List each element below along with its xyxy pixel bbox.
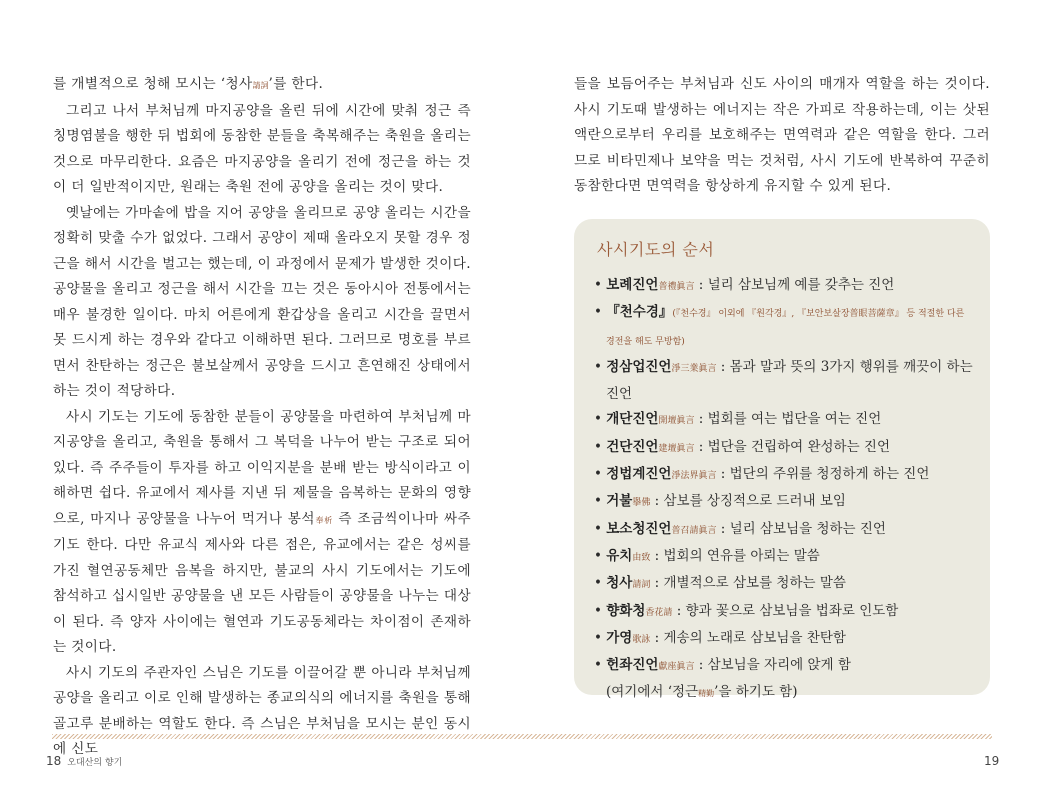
box-title: 사시기도의 순서: [597, 240, 715, 259]
hanja-gloss: 普禮眞言: [658, 282, 695, 292]
item-name: 거불: [606, 493, 633, 510]
paragraph-text: 즉 조금씩이나마 싸주기도 한다. 다만 유교식 제사와 다른 점은, 유교에서는 같은 성씨를 가진 혈연공동체만 음복을 하지만, 불교의 사시 기도에서는 기도에 참석하고 십시일반 공양물을 낸 모든 사람들이 공양물을 나누는 대상이 된다. 즉 양자 사이에는 혈연과 기도공동체라는 차이점이 존재하는 것이다.: [53, 510, 471, 655]
procedure-item: • 거불擧佛 : 삼보를 상징적으로 드러내 보임: [594, 493, 846, 510]
item-description: : 향과 꽃으로 삼보님을 법좌로 인도함: [672, 602, 899, 619]
hanja-gloss: 精勤: [698, 689, 715, 699]
left-page-body: [53, 72, 471, 763]
paragraph-text: 들을 보듬어주는 부처님과 신도 사이의 매개자 역할을 하는 것이다. 사시 기도때 발생하는 에너지는 작은 가피로 작용하는데, 이는 삿된 액란으로부터 우리를 보호해주는 면역력과 같은 역할을 한다. 그러므로 비타민제나 보약을 먹는 것처럼, 사시 기도에 반복하여 꾸준히 동참한다면 면역력을 항상하게 유지할 수 있게 된다.: [574, 76, 990, 194]
note-text: ’을 하기도 함): [714, 684, 798, 701]
procedure-item: • 보소청진언普召請眞言 : 널리 삼보님을 청하는 진언: [594, 520, 886, 537]
item-description: : 널리 삼보님을 청하는 진언: [716, 520, 886, 537]
procedure-item: • 정삼업진언淨三業眞言 : 몸과 말과 뜻의 3가지 행위를 깨끗이 하는 진언: [594, 358, 973, 403]
hanja-gloss: 淨法界眞言: [671, 471, 717, 482]
item-description: : 법단을 건립하여 완성하는 진언: [694, 438, 890, 455]
hanja-gloss: 香花請: [645, 607, 673, 618]
body-paragraph: [53, 201, 471, 405]
procedure-item: • 헌좌진언獻座眞言 : 삼보님을 자리에 앉게 함: [594, 657, 851, 674]
item-name: 개단진언: [606, 411, 659, 428]
item-name: 정법계진언: [606, 466, 672, 483]
item-name: 정삼업진언: [606, 358, 672, 375]
procedure-item: • 건단진언建壇眞言 : 법단을 건립하여 완성하는 진언: [594, 438, 890, 455]
hanja-gloss: 由致: [632, 552, 651, 563]
paragraph-text: 사시 기도의 주관자인 스님은 기도를 이끌어갈 뿐 아니라 부처님께 공양을 올리고 이로 인해 발생하는 종교의식의 에너지를 축원을 통해 골고루 분배하는 역할도 한다. 즉 스님은 부처님을 모시는 분인 동시에 신도: [53, 664, 471, 757]
procedure-item: • 유치由致 : 법회의 연유를 아뢰는 말씀: [594, 547, 820, 564]
item-name: 청사: [606, 575, 633, 592]
item-name: 건단진언: [606, 438, 659, 455]
hanja-gloss: 奉析: [314, 515, 333, 525]
paragraph-text: ’를 한다.: [268, 76, 324, 92]
item-name: 향화청: [606, 602, 646, 619]
footer-rule: [52, 734, 992, 739]
item-name: 보례진언: [606, 277, 659, 293]
page-number-right: 19: [984, 754, 1000, 768]
procedure-item: • 청사請詞 : 개별적으로 삼보를 청하는 말씀: [594, 575, 846, 592]
procedure-list: [594, 273, 974, 707]
procedure-item: • 보례진언普禮眞言 : 널리 삼보님께 예를 갖추는 진언: [594, 277, 895, 293]
paragraph-text: 사시 기도는 기도에 동참한 분들이 공양물을 마련하여 부처님께 마지공양을 올리고, 축원을 통해서 그 복덕을 나누어 받는 구조로 되어 있다. 즉 주주들이 투자를 하고 이익지분을 분배 받는 방식이라고 이해하면 쉽다. 유교에서 제사를 지낸 뒤 제물을 음복하는 문화의 영향으로, 마지나 공양물을 나누어 먹거나 봉석: [53, 408, 471, 527]
hanja-gloss: 開壇眞言: [658, 416, 695, 427]
right-page-body: [574, 72, 990, 200]
procedure-item: • 정법계진언淨法界眞言 : 법단의 주위를 청정하게 하는 진언: [594, 466, 930, 483]
item-description: : 삼보를 상징적으로 드러내 보임: [650, 493, 846, 510]
item-name: 헌좌진언: [606, 657, 659, 674]
paragraph-text: 그리고 나서 부처님께 마지공양을 올린 뒤에 시간에 맞춰 정근 즉 칭명염불을 행한 뒤 법회에 동참한 분들을 축복해주는 축원을 올리는 것으로 마무리한다. 요즘은 마지공양을 올리기 전에 정근을 하는 것이 더 일반적이지만, 원래는 축원 전에 공양을 올리는 것이 맞다.: [53, 102, 471, 195]
body-paragraph: [574, 72, 990, 200]
item-name: 가영: [606, 629, 633, 646]
hanja-gloss: 建壇眞言: [658, 443, 695, 454]
body-paragraph: [53, 405, 471, 661]
paragraph-text: 를 개별적으로 청해 모시는 ‘청사: [53, 76, 253, 92]
body-paragraph: [53, 72, 471, 99]
item-description: : 게송의 노래로 삼보님을 찬탄함: [650, 629, 846, 646]
hanja-gloss: 普召請眞言: [671, 525, 717, 536]
hanja-gloss: 淨三業眞言: [671, 363, 717, 374]
procedure-item: • 가영歌詠 : 게송의 노래로 삼보님을 찬탄함: [594, 629, 846, 646]
body-paragraph: [53, 99, 471, 201]
page-number-left: 18: [46, 754, 62, 768]
item-description: : 몸과 말과 뜻의 3가지 행위를 깨끗이 하는 진언: [606, 358, 973, 403]
item-name: 유치: [606, 547, 633, 564]
hanja-gloss: (『천수경』 이외에 『원각경』, 『보안보살장普眼菩薩章』 등 적절한 다른 경전을 해도 무방함): [606, 309, 965, 347]
item-description: : 개별적으로 삼보를 청하는 말씀: [650, 575, 846, 592]
procedure-item: • 향화청香花請 : 향과 꽃으로 삼보님을 법좌로 인도함: [594, 602, 899, 619]
item-description: : 삼보님을 자리에 앉게 함: [694, 657, 851, 674]
body-paragraph: [53, 661, 471, 763]
item-description: : 법회를 여는 법단을 여는 진언: [694, 411, 882, 428]
hanja-gloss: 請詞: [632, 580, 651, 591]
hanja-gloss: 歌詠: [632, 634, 651, 645]
note-text: (여기에서 ‘정근: [606, 684, 699, 701]
right-folio: [984, 754, 999, 768]
running-title: 오대산의 향기: [67, 758, 123, 768]
left-folio: [46, 754, 122, 768]
paragraph-text: 옛날에는 가마솥에 밥을 지어 공양을 올리므로 공양 올리는 시간을 정확히 맞출 수가 없었다. 그래서 공양이 제때 올라오지 못할 경우 정근을 해서 시간을 벌고는 했는데, 이 과정에서 문제가 발생한 것이다. 공양물을 올리고 정근을 해서 시간을 끄는 것은 동아시아 전통에서는 매우 불경한 일이다. 마치 어른에게 환갑상을 올리고 시간을 끌면서 못 드시게 하는 경우와 같다고 이해하면 된다. 그러므로 명호를 부르면서 찬탄하는 정근은 불보살께서 공양을 드시고 흔연해진 상태에서 하는 것이 적당하다.: [53, 204, 471, 399]
procedure-item: • 개단진언開壇眞言 : 법회를 여는 법단을 여는 진언: [594, 411, 882, 428]
sidebar-box: [574, 219, 990, 701]
hanja-gloss: 擧佛: [632, 498, 651, 509]
item-name: 보소청진언: [606, 520, 672, 537]
procedure-item: • 『천수경』(『천수경』 이외에 『원각경』, 『보안보살장普眼菩薩章』 등 적절한 다른 경전을 해도 무방함): [594, 304, 965, 347]
item-description: : 법회의 연유를 아뢰는 말씀: [650, 547, 820, 564]
item-description: : 법단의 주위를 청정하게 하는 진언: [716, 466, 930, 483]
hanja-gloss: 獻座眞言: [658, 662, 695, 673]
item-description: : 널리 삼보님께 예를 갖추는 진언: [694, 277, 895, 293]
item-name: 『천수경』: [606, 304, 673, 321]
box-note: [594, 680, 974, 706]
hanja-gloss: 請詞: [252, 81, 269, 90]
